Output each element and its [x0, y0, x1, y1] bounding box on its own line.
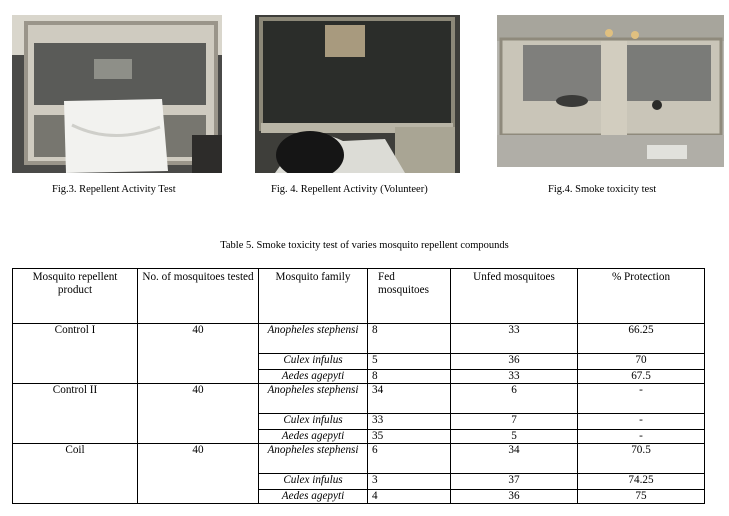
- table-row: [13, 324, 705, 354]
- family-cell: Aedes agepyti: [259, 430, 368, 444]
- unfed-cell: 33: [451, 324, 578, 354]
- product-cell: Coil: [13, 444, 138, 504]
- results-table: [12, 268, 705, 504]
- unfed-cell: 37: [451, 474, 578, 490]
- header-protection: % Protection: [578, 269, 705, 324]
- unfed-cell: 36: [451, 354, 578, 370]
- protection-cell: -: [578, 430, 705, 444]
- family-cell: Anopheles stephensi: [259, 324, 368, 354]
- figure-4-photo: [255, 15, 460, 173]
- family-cell: Culex infulus: [259, 474, 368, 490]
- family-cell: Culex infulus: [259, 414, 368, 430]
- product-cell: Control I: [13, 324, 138, 384]
- tested-cell: 40: [138, 444, 259, 504]
- figure-3-photo: [12, 15, 222, 173]
- family-cell: Culex infulus: [259, 354, 368, 370]
- fed-cell: 33: [368, 414, 451, 430]
- unfed-cell: 34: [451, 444, 578, 474]
- family-cell: Anopheles stephensi: [259, 444, 368, 474]
- figure-4-smoke-caption: Fig.4. Smoke toxicity test: [548, 184, 657, 195]
- table-title: Table 5. Smoke toxicity test of varies mosquito repellent compounds: [220, 240, 509, 251]
- figure-4-smoke-photo: [497, 15, 724, 167]
- fed-cell: 8: [368, 370, 451, 384]
- family-cell: Aedes agepyti: [259, 490, 368, 504]
- header-product: Mosquito repellent product: [13, 269, 138, 324]
- figure-4-caption: Fig. 4. Repellent Activity (Volunteer): [271, 184, 428, 195]
- protection-cell: -: [578, 384, 705, 414]
- table-header-row: [13, 269, 705, 324]
- figure-3-caption: Fig.3. Repellent Activity Test: [52, 184, 176, 195]
- family-cell: Aedes agepyti: [259, 370, 368, 384]
- header-unfed: Unfed mosquitoes: [451, 269, 578, 324]
- family-cell: Anopheles stephensi: [259, 384, 368, 414]
- fed-cell: 4: [368, 490, 451, 504]
- unfed-cell: 33: [451, 370, 578, 384]
- fed-cell: 3: [368, 474, 451, 490]
- protection-cell: 70.5: [578, 444, 705, 474]
- fed-cell: 35: [368, 430, 451, 444]
- protection-cell: 70: [578, 354, 705, 370]
- product-cell: Control II: [13, 384, 138, 444]
- protection-cell: 67.5: [578, 370, 705, 384]
- header-fed: Fed mosquitoes: [368, 269, 451, 324]
- fed-cell: 34: [368, 384, 451, 414]
- protection-cell: 74.25: [578, 474, 705, 490]
- tested-cell: 40: [138, 384, 259, 444]
- tested-cell: 40: [138, 324, 259, 384]
- protection-cell: 66.25: [578, 324, 705, 354]
- unfed-cell: 7: [451, 414, 578, 430]
- fed-cell: 5: [368, 354, 451, 370]
- protection-cell: 75: [578, 490, 705, 504]
- unfed-cell: 5: [451, 430, 578, 444]
- unfed-cell: 6: [451, 384, 578, 414]
- unfed-cell: 36: [451, 490, 578, 504]
- fed-cell: 6: [368, 444, 451, 474]
- header-tested: No. of mosquitoes tested: [138, 269, 259, 324]
- header-family: Mosquito family: [259, 269, 368, 324]
- table-row: [13, 444, 705, 474]
- table-row: [13, 384, 705, 414]
- protection-cell: -: [578, 414, 705, 430]
- fed-cell: 8: [368, 324, 451, 354]
